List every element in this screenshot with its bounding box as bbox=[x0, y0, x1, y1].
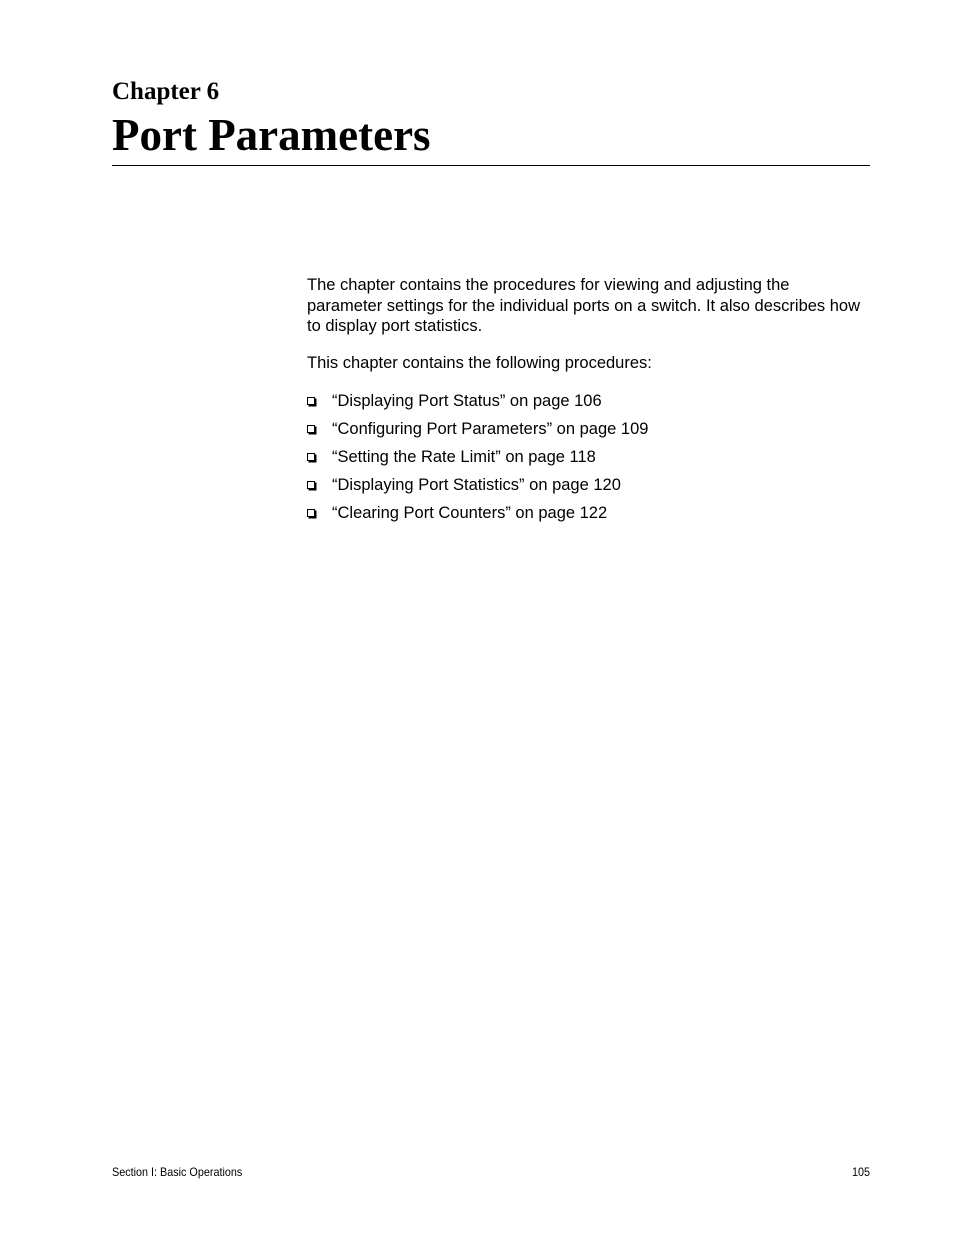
list-item bbox=[307, 474, 648, 502]
intro-paragraph: The chapter contains the procedures for viewing and adjusting the parameter settings for the individual ports on a switch. It also describes how to display port statistics. bbox=[307, 276, 861, 335]
chapter-title: Port Parameters bbox=[112, 110, 431, 160]
procedures-lead-paragraph: This chapter contains the following procedures: bbox=[307, 354, 652, 372]
chapter-label: Chapter 6 bbox=[112, 78, 220, 105]
list-item bbox=[307, 418, 648, 446]
procedure-link-text: “Setting the Rate Limit” on page 118 bbox=[332, 448, 596, 466]
bullet-icon bbox=[307, 481, 315, 489]
procedure-link-text: “Displaying Port Statistics” on page 120 bbox=[332, 476, 621, 494]
title-divider bbox=[112, 165, 870, 166]
bullet-icon bbox=[307, 425, 315, 433]
procedure-link-text: “Displaying Port Status” on page 106 bbox=[332, 392, 602, 410]
list-item bbox=[307, 502, 648, 530]
bullet-icon bbox=[307, 509, 315, 517]
footer-page-number: 105 bbox=[851, 1165, 870, 1179]
list-item bbox=[307, 390, 648, 418]
bullet-icon bbox=[307, 397, 315, 405]
procedure-list bbox=[307, 390, 648, 530]
list-item bbox=[307, 446, 648, 474]
bullet-icon bbox=[307, 453, 315, 461]
procedure-link-text: “Clearing Port Counters” on page 122 bbox=[332, 504, 608, 522]
procedure-link-text: “Configuring Port Parameters” on page 109 bbox=[332, 420, 649, 438]
footer-section-label: Section I: Basic Operations bbox=[112, 1165, 243, 1179]
